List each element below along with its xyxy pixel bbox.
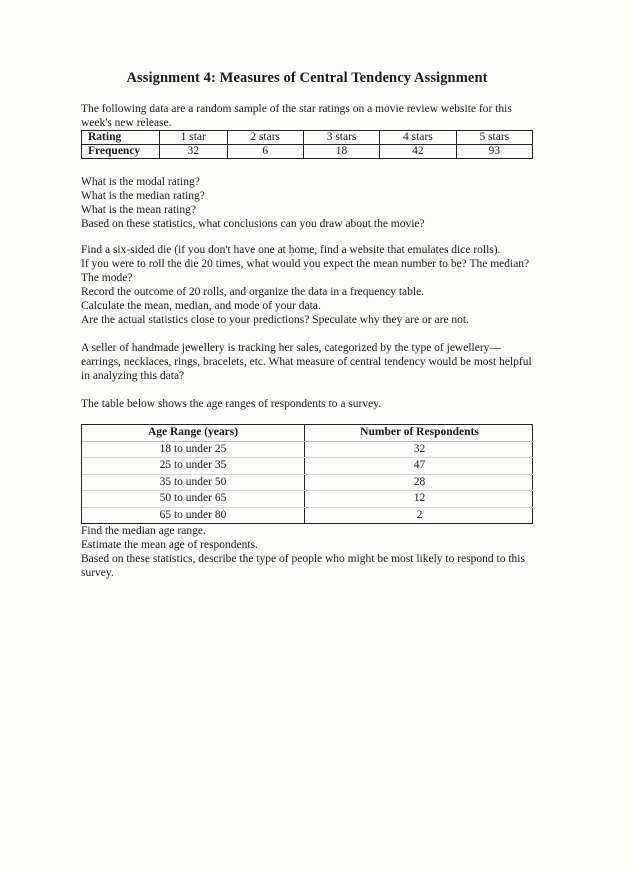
- rating-cell: 2 stars: [227, 131, 303, 145]
- age-range-header: Age Range (years): [82, 425, 305, 441]
- respondents-cell: 32: [305, 441, 535, 458]
- question: What is the median rating?: [81, 190, 205, 202]
- frequency-cell: 6: [227, 145, 303, 159]
- question: Estimate the mean age of respondents.: [81, 539, 258, 551]
- rating-cell: 4 stars: [380, 131, 456, 145]
- respondents-cell: 47: [305, 458, 535, 475]
- intro-text: The following data are a random sample of the star ratings on a movie review website for this week's new release.: [81, 103, 512, 129]
- table-row: [82, 491, 534, 508]
- ratings-table: [81, 130, 533, 159]
- frequency-row: [82, 145, 533, 159]
- question: What is the modal rating?: [81, 176, 200, 188]
- age-table-header: [82, 425, 534, 441]
- question: Based on these statistics, what conclusions can you draw about the movie?: [81, 218, 425, 230]
- respondents-header: Number of Respondents: [305, 425, 535, 441]
- age-intro: The table below shows the age ranges of respondents to a survey.: [81, 398, 382, 410]
- rating-row: [82, 131, 533, 145]
- frequency-cell: 93: [456, 145, 532, 159]
- age-range-cell: 25 to under 35: [82, 458, 305, 475]
- age-table: [82, 425, 534, 523]
- question: Calculate the mean, median, and mode of your data.: [81, 300, 321, 312]
- frequency-cell: 18: [303, 145, 379, 159]
- question: Based on these statistics, describe the type of people who might be most likely to respond to this survey.: [81, 553, 525, 579]
- question: What is the mean rating?: [81, 204, 196, 216]
- frequency-row-label: Frequency: [82, 145, 160, 159]
- dice-questions: [81, 243, 533, 327]
- table-row: [82, 507, 534, 523]
- rating-cell: 1 star: [160, 131, 228, 145]
- age-range-cell: 65 to under 80: [82, 507, 305, 523]
- question: Record the outcome of 20 rolls, and organize the data in a frequency table.: [81, 286, 425, 298]
- rating-cell: 5 stars: [456, 131, 532, 145]
- question: Are the actual statistics close to your predictions? Speculate why they are or are not.: [81, 314, 469, 326]
- question: If you were to roll the die 20 times, what would you expect the mean number to be? The median? The mode?: [81, 258, 530, 284]
- document-content: [81, 71, 533, 580]
- table-row: [82, 474, 534, 491]
- question: Find the median age range.: [81, 525, 206, 537]
- respondents-cell: 12: [305, 491, 535, 508]
- respondents-cell: 28: [305, 474, 535, 491]
- movie-questions: [81, 175, 533, 231]
- question: Find a six-sided die (if you don't have one at home, find a website that emulates dice rolls).: [81, 244, 501, 256]
- table-row: [82, 458, 534, 475]
- rating-row-label: Rating: [82, 131, 160, 145]
- age-range-cell: 18 to under 25: [82, 441, 305, 458]
- age-questions: [81, 524, 533, 580]
- jewellery-question: A seller of handmade jewellery is tracking her sales, categorized by the type of jewellery—earrings, necklaces, rings, bracelets, etc. What measure of central tendency would be most helpful in analyzing this data?: [81, 342, 532, 382]
- rating-cell: 3 stars: [303, 131, 379, 145]
- frequency-cell: 42: [380, 145, 456, 159]
- respondents-cell: 2: [416, 508, 423, 521]
- age-range-cell: 35 to under 50: [82, 474, 305, 491]
- page-title: Assignment 4: Measures of Central Tendency Assignment: [126, 70, 488, 86]
- age-range-cell: 50 to under 65: [82, 491, 305, 508]
- age-table-frame: [81, 424, 533, 524]
- frequency-cell: 32: [160, 145, 228, 159]
- table-row: [82, 441, 534, 458]
